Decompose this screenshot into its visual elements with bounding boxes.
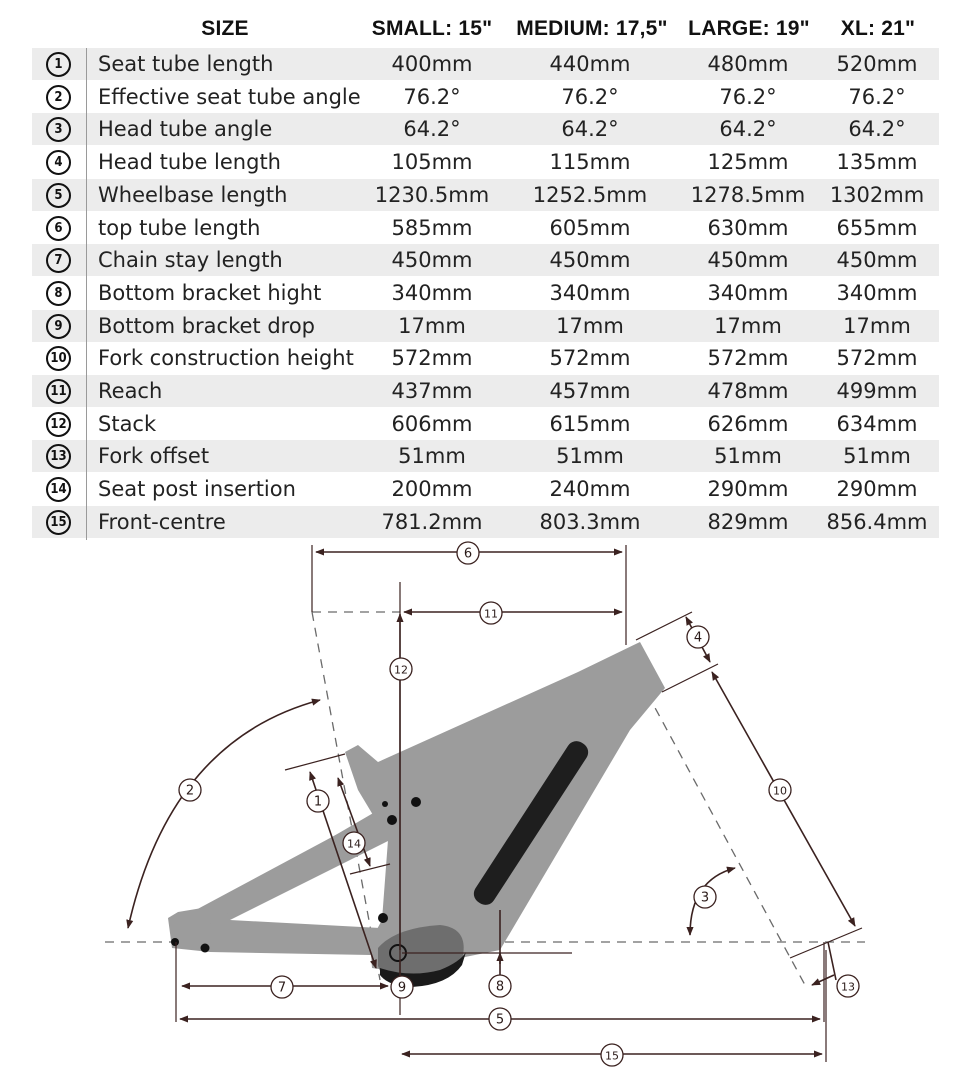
row-value: 1230.5mm bbox=[374, 182, 490, 207]
row-value: 440mm bbox=[549, 52, 631, 76]
pivot-5 bbox=[378, 913, 388, 923]
svg-text:10: 10 bbox=[773, 784, 787, 798]
table-row bbox=[32, 440, 939, 472]
row-label: Seat post insertion bbox=[98, 477, 296, 502]
svg-text:4: 4 bbox=[693, 630, 703, 646]
row-number-badge: 6 bbox=[46, 216, 71, 241]
dimension-marker-13 bbox=[837, 975, 859, 997]
frame-geometry-diagram bbox=[0, 540, 980, 1078]
row-value: 781.2mm bbox=[381, 509, 483, 534]
row-label: Bottom bracket drop bbox=[98, 313, 316, 338]
dimension-marker-8 bbox=[489, 975, 511, 997]
row-value: 17mm bbox=[714, 313, 782, 338]
dimension-marker-4 bbox=[687, 626, 709, 648]
row-value: 450mm bbox=[836, 248, 918, 273]
geometry-table bbox=[0, 0, 980, 540]
table-row bbox=[32, 375, 939, 407]
table-row bbox=[32, 310, 939, 342]
table-row bbox=[32, 212, 939, 244]
table-row bbox=[32, 473, 939, 505]
row-label: top tube length bbox=[98, 215, 261, 240]
dimension-marker-15 bbox=[601, 1044, 623, 1066]
row-value: 478mm bbox=[707, 379, 789, 403]
svg-text:11: 11 bbox=[484, 607, 498, 621]
row-value: 450mm bbox=[549, 248, 631, 273]
row-label: Fork offset bbox=[98, 444, 210, 469]
table-row bbox=[32, 146, 939, 178]
row-value: 634mm bbox=[836, 411, 918, 436]
dimension-marker-14 bbox=[343, 832, 365, 854]
dimension-marker-10 bbox=[769, 779, 791, 801]
row-value: 626mm bbox=[707, 411, 789, 436]
svg-text:9: 9 bbox=[397, 980, 407, 996]
row-value: 64.2° bbox=[403, 117, 461, 142]
row-label: Front-centre bbox=[98, 509, 226, 534]
row-value: 17mm bbox=[556, 313, 624, 338]
row-value: 51mm bbox=[556, 444, 624, 469]
pivot-4 bbox=[411, 797, 421, 807]
row-number-badge: 14 bbox=[46, 477, 71, 502]
table-row bbox=[32, 408, 939, 440]
pivot-6 bbox=[382, 801, 388, 807]
row-label: Fork construction height bbox=[98, 346, 354, 371]
row-value: 105mm bbox=[391, 150, 473, 175]
row-label: Head tube angle bbox=[98, 117, 273, 142]
header-large: LARGE: 19" bbox=[688, 17, 810, 40]
pivot-1 bbox=[171, 938, 179, 946]
dimension-marker-3 bbox=[694, 886, 716, 908]
table-row bbox=[32, 81, 939, 113]
row-label: Chain stay length bbox=[98, 248, 283, 273]
row-value: 200mm bbox=[391, 477, 473, 502]
row-number-badge: 7 bbox=[46, 248, 71, 273]
dimension-marker-12 bbox=[390, 658, 412, 680]
row-value: 135mm bbox=[836, 150, 918, 175]
row-number-badge: 11 bbox=[46, 379, 71, 404]
svg-text:6: 6 bbox=[463, 546, 473, 562]
row-value: 76.2° bbox=[719, 84, 777, 109]
row-label: Head tube length bbox=[98, 150, 281, 175]
row-value: 51mm bbox=[843, 444, 911, 469]
row-number-badge: 12 bbox=[46, 412, 71, 437]
row-value: 585mm bbox=[391, 215, 473, 240]
pivot-2 bbox=[201, 944, 210, 953]
row-number-badge: 2 bbox=[46, 85, 71, 110]
steering-axis-line bbox=[640, 680, 805, 985]
row-value: 450mm bbox=[707, 248, 789, 273]
row-value: 17mm bbox=[398, 313, 466, 338]
svg-text:13: 13 bbox=[841, 980, 855, 994]
row-value: 240mm bbox=[549, 477, 631, 502]
row-number-badge: 9 bbox=[46, 314, 71, 339]
row-label: Reach bbox=[98, 379, 163, 403]
table-row bbox=[32, 342, 939, 374]
row-number-badge: 4 bbox=[46, 150, 71, 175]
row-value: 572mm bbox=[549, 346, 631, 371]
row-value: 480mm bbox=[707, 52, 789, 76]
row-value: 340mm bbox=[549, 280, 631, 305]
row-value: 115mm bbox=[549, 150, 631, 175]
row-value: 450mm bbox=[391, 248, 473, 273]
svg-text:3: 3 bbox=[700, 890, 710, 906]
dimension-marker-6 bbox=[457, 542, 479, 564]
dimension-marker-1 bbox=[307, 790, 329, 812]
row-value: 340mm bbox=[836, 280, 918, 305]
row-value: 1302mm bbox=[829, 182, 925, 207]
table-row bbox=[32, 277, 939, 309]
svg-text:14: 14 bbox=[347, 837, 361, 851]
row-label: Seat tube length bbox=[98, 52, 274, 76]
row-label: Effective seat tube angle bbox=[98, 84, 361, 109]
dimension-marker-5 bbox=[489, 1008, 511, 1030]
row-number-badge: 15 bbox=[46, 510, 71, 535]
bike-frame bbox=[168, 642, 665, 987]
svg-text:12: 12 bbox=[394, 663, 408, 677]
row-value: 64.2° bbox=[561, 117, 619, 142]
row-value: 51mm bbox=[398, 444, 466, 469]
row-value: 76.2° bbox=[848, 84, 906, 109]
header-medium: MEDIUM: 17,5" bbox=[516, 17, 668, 40]
row-number-badge: 3 bbox=[46, 117, 71, 142]
row-value: 290mm bbox=[836, 477, 918, 502]
row-value: 856.4mm bbox=[826, 509, 928, 534]
row-value: 803.3mm bbox=[539, 509, 641, 534]
table-row bbox=[32, 244, 939, 276]
pivot-3 bbox=[387, 815, 397, 825]
row-value: 437mm bbox=[391, 379, 473, 403]
row-label: Stack bbox=[98, 411, 157, 436]
dimension-marker-7 bbox=[271, 976, 293, 998]
row-value: 64.2° bbox=[719, 117, 777, 142]
row-value: 572mm bbox=[391, 346, 473, 371]
header-small: SMALL: 15" bbox=[371, 17, 493, 40]
row-label: Bottom bracket hight bbox=[98, 280, 322, 305]
column-divider bbox=[86, 48, 87, 540]
row-value: 605mm bbox=[549, 215, 631, 240]
header-size: SIZE bbox=[201, 17, 249, 40]
svg-text:2: 2 bbox=[185, 783, 195, 799]
row-number-badge: 8 bbox=[46, 281, 71, 306]
row-value: 655mm bbox=[836, 215, 918, 240]
table-row bbox=[32, 179, 939, 211]
row-value: 572mm bbox=[707, 346, 789, 371]
row-value: 17mm bbox=[843, 313, 911, 338]
table-row bbox=[32, 506, 939, 538]
row-value: 51mm bbox=[714, 444, 782, 469]
row-value: 457mm bbox=[549, 379, 631, 403]
svg-text:15: 15 bbox=[605, 1049, 619, 1063]
svg-text:5: 5 bbox=[495, 1012, 505, 1028]
row-value: 125mm bbox=[707, 150, 789, 175]
table-row bbox=[32, 48, 939, 80]
row-number-badge: 1 bbox=[46, 52, 71, 77]
row-value: 76.2° bbox=[561, 84, 619, 109]
row-value: 400mm bbox=[391, 52, 473, 76]
row-value: 606mm bbox=[391, 411, 473, 436]
row-value: 615mm bbox=[549, 411, 631, 436]
svg-text:8: 8 bbox=[495, 979, 505, 995]
row-number-badge: 5 bbox=[46, 183, 71, 208]
row-label: Wheelbase length bbox=[98, 182, 288, 207]
svg-text:1: 1 bbox=[313, 794, 323, 810]
dimension-marker-11 bbox=[480, 602, 502, 624]
header-xl: XL: 21" bbox=[840, 17, 916, 40]
row-value: 290mm bbox=[707, 477, 789, 502]
svg-text:7: 7 bbox=[277, 980, 287, 996]
row-value: 520mm bbox=[836, 52, 918, 76]
table-row bbox=[32, 113, 939, 145]
row-value: 340mm bbox=[707, 280, 789, 305]
front-triangle bbox=[345, 642, 665, 972]
dimension-marker-9 bbox=[391, 976, 413, 998]
row-number-badge: 13 bbox=[46, 444, 71, 469]
dimension-marker-2 bbox=[179, 779, 201, 801]
row-value: 499mm bbox=[836, 379, 918, 403]
row-value: 64.2° bbox=[848, 117, 906, 142]
row-number-badge: 10 bbox=[46, 346, 71, 371]
row-value: 1252.5mm bbox=[532, 182, 648, 207]
row-value: 340mm bbox=[391, 280, 473, 305]
row-value: 1278.5mm bbox=[690, 182, 806, 207]
row-value: 572mm bbox=[836, 346, 918, 371]
row-value: 829mm bbox=[707, 509, 789, 534]
row-value: 76.2° bbox=[403, 84, 461, 109]
row-value: 630mm bbox=[707, 215, 789, 240]
